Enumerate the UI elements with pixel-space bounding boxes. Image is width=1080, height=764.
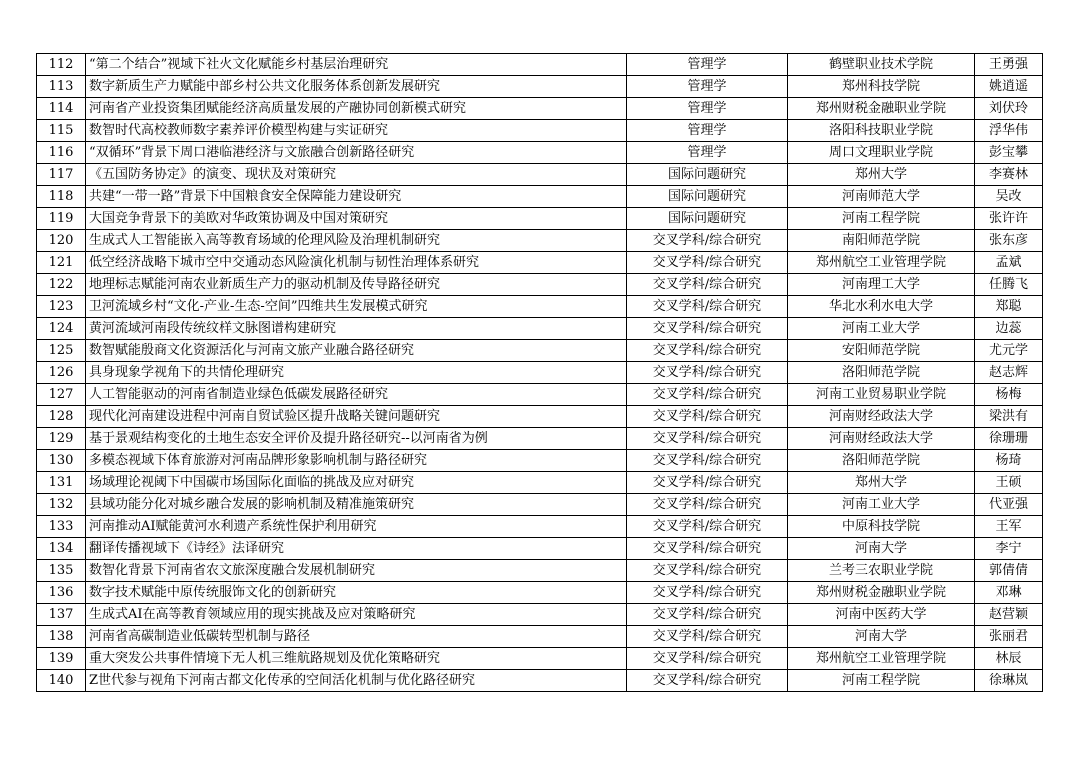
institution-cell: 郑州财税金融职业学院: [788, 582, 975, 604]
institution-cell: 郑州航空工业管理学院: [788, 648, 975, 670]
institution-cell: 河南师范大学: [788, 186, 975, 208]
project-title: 地理标志赋能河南农业新质生产力的驱动机制及传导路径研究: [86, 274, 627, 296]
leader-cell: 徐珊珊: [975, 428, 1043, 450]
institution-cell: 洛阳科技职业学院: [788, 120, 975, 142]
row-number: 136: [37, 582, 86, 604]
table-row: [37, 296, 1043, 318]
row-number: 114: [37, 98, 86, 120]
table-row: [37, 54, 1043, 76]
project-title: Z世代参与视角下河南古都文化传承的空间活化机制与优化路径研究: [86, 670, 627, 692]
institution-cell: 兰考三农职业学院: [788, 560, 975, 582]
project-title: 河南省产业投资集团赋能经济高质量发展的产融协同创新模式研究: [86, 98, 627, 120]
leader-cell: 张东彦: [975, 230, 1043, 252]
institution-cell: 河南工程学院: [788, 670, 975, 692]
institution-cell: 河南中医药大学: [788, 604, 975, 626]
leader-cell: 郭倩倩: [975, 560, 1043, 582]
project-title: 大国竞争背景下的美欧对华政策协调及中国对策研究: [86, 208, 627, 230]
discipline-cell: 交叉学科/综合研究: [627, 296, 788, 318]
table-row: [37, 318, 1043, 340]
row-number: 127: [37, 384, 86, 406]
institution-cell: 河南财经政法大学: [788, 428, 975, 450]
row-number: 124: [37, 318, 86, 340]
row-number: 122: [37, 274, 86, 296]
discipline-cell: 交叉学科/综合研究: [627, 274, 788, 296]
discipline-cell: 交叉学科/综合研究: [627, 582, 788, 604]
table-row: [37, 406, 1043, 428]
leader-cell: 边蕊: [975, 318, 1043, 340]
project-title: 《五国防务协定》的演变、现状及对策研究: [86, 164, 627, 186]
row-number: 115: [37, 120, 86, 142]
project-table: [36, 53, 1043, 692]
project-title: 生成式人工智能嵌入高等教育场域的伦理风险及治理机制研究: [86, 230, 627, 252]
discipline-cell: 国际问题研究: [627, 208, 788, 230]
institution-cell: 河南工业大学: [788, 494, 975, 516]
institution-cell: 中原科技学院: [788, 516, 975, 538]
institution-cell: 郑州大学: [788, 472, 975, 494]
institution-cell: 郑州航空工业管理学院: [788, 252, 975, 274]
table-row: [37, 384, 1043, 406]
table-row: [37, 604, 1043, 626]
discipline-cell: 交叉学科/综合研究: [627, 538, 788, 560]
institution-cell: 华北水利水电大学: [788, 296, 975, 318]
discipline-cell: 交叉学科/综合研究: [627, 406, 788, 428]
project-title: 人工智能驱动的河南省制造业绿色低碳发展路径研究: [86, 384, 627, 406]
discipline-cell: 管理学: [627, 120, 788, 142]
discipline-cell: 管理学: [627, 98, 788, 120]
project-title: 多模态视域下体育旅游对河南品牌形象影响机制与路径研究: [86, 450, 627, 472]
project-title: 生成式AI在高等教育领域应用的现实挑战及应对策略研究: [86, 604, 627, 626]
leader-cell: 王军: [975, 516, 1043, 538]
leader-cell: 张丽君: [975, 626, 1043, 648]
table-row: [37, 472, 1043, 494]
table-row: [37, 186, 1043, 208]
row-number: 131: [37, 472, 86, 494]
project-title: “第二个结合”视域下社火文化赋能乡村基层治理研究: [86, 54, 627, 76]
leader-cell: 王勇强: [975, 54, 1043, 76]
table-row: [37, 670, 1043, 692]
discipline-cell: 交叉学科/综合研究: [627, 362, 788, 384]
project-title: “双循环”背景下周口港临港经济与文旅融合创新路径研究: [86, 142, 627, 164]
table-row: [37, 626, 1043, 648]
discipline-cell: 交叉学科/综合研究: [627, 604, 788, 626]
leader-cell: 张许许: [975, 208, 1043, 230]
leader-cell: 姚逍遥: [975, 76, 1043, 98]
row-number: 121: [37, 252, 86, 274]
discipline-cell: 交叉学科/综合研究: [627, 626, 788, 648]
row-number: 137: [37, 604, 86, 626]
institution-cell: 河南大学: [788, 538, 975, 560]
leader-cell: 尤元学: [975, 340, 1043, 362]
row-number: 119: [37, 208, 86, 230]
row-number: 134: [37, 538, 86, 560]
leader-cell: 赵营颖: [975, 604, 1043, 626]
project-title: 数智时代高校教师数字素养评价模型构建与实证研究: [86, 120, 627, 142]
leader-cell: 王硕: [975, 472, 1043, 494]
discipline-cell: 交叉学科/综合研究: [627, 318, 788, 340]
table-row: [37, 76, 1043, 98]
table-row: [37, 648, 1043, 670]
leader-cell: 邓琳: [975, 582, 1043, 604]
leader-cell: 梁洪有: [975, 406, 1043, 428]
institution-cell: 河南理工大学: [788, 274, 975, 296]
project-title: 翻译传播视域下《诗经》法译研究: [86, 538, 627, 560]
leader-cell: 赵志辉: [975, 362, 1043, 384]
table-row: [37, 340, 1043, 362]
row-number: 138: [37, 626, 86, 648]
leader-cell: 孟斌: [975, 252, 1043, 274]
discipline-cell: 交叉学科/综合研究: [627, 230, 788, 252]
row-number: 125: [37, 340, 86, 362]
institution-cell: 郑州财税金融职业学院: [788, 98, 975, 120]
institution-cell: 河南财经政法大学: [788, 406, 975, 428]
institution-cell: 河南工业大学: [788, 318, 975, 340]
discipline-cell: 管理学: [627, 54, 788, 76]
leader-cell: 李宁: [975, 538, 1043, 560]
leader-cell: 李赛林: [975, 164, 1043, 186]
table-row: [37, 98, 1043, 120]
leader-cell: 代亚强: [975, 494, 1043, 516]
project-title: 数智赋能殷商文化资源活化与河南文旅产业融合路径研究: [86, 340, 627, 362]
institution-cell: 河南工程学院: [788, 208, 975, 230]
table-row: [37, 120, 1043, 142]
discipline-cell: 交叉学科/综合研究: [627, 648, 788, 670]
table-row: [37, 274, 1043, 296]
row-number: 116: [37, 142, 86, 164]
discipline-cell: 交叉学科/综合研究: [627, 494, 788, 516]
row-number: 123: [37, 296, 86, 318]
row-number: 117: [37, 164, 86, 186]
row-number: 129: [37, 428, 86, 450]
row-number: 132: [37, 494, 86, 516]
institution-cell: 鹤壁职业技术学院: [788, 54, 975, 76]
discipline-cell: 国际问题研究: [627, 186, 788, 208]
project-title: 基于景观结构变化的土地生态安全评价及提升路径研究--以河南省为例: [86, 428, 627, 450]
leader-cell: 杨琦: [975, 450, 1043, 472]
project-title: 现代化河南建设进程中河南自贸试验区提升战略关键问题研究: [86, 406, 627, 428]
project-title: 共建“一带一路”背景下中国粮食安全保障能力建设研究: [86, 186, 627, 208]
table-row: [37, 538, 1043, 560]
discipline-cell: 交叉学科/综合研究: [627, 340, 788, 362]
project-title: 数字技术赋能中原传统服饰文化的创新研究: [86, 582, 627, 604]
project-title: 黄河流域河南段传统纹样文脉图谱构建研究: [86, 318, 627, 340]
leader-cell: 吴改: [975, 186, 1043, 208]
discipline-cell: 交叉学科/综合研究: [627, 450, 788, 472]
row-number: 128: [37, 406, 86, 428]
row-number: 139: [37, 648, 86, 670]
table-row: [37, 582, 1043, 604]
table-row: [37, 142, 1043, 164]
discipline-cell: 交叉学科/综合研究: [627, 428, 788, 450]
leader-cell: 彭宝攀: [975, 142, 1043, 164]
row-number: 118: [37, 186, 86, 208]
project-title: 河南推动AI赋能黄河水利遗产系统性保护利用研究: [86, 516, 627, 538]
discipline-cell: 交叉学科/综合研究: [627, 670, 788, 692]
project-title: 卫河流域乡村“文化-产业-生态-空间”四维共生发展模式研究: [86, 296, 627, 318]
table-row: [37, 560, 1043, 582]
institution-cell: 南阳师范学院: [788, 230, 975, 252]
row-number: 135: [37, 560, 86, 582]
discipline-cell: 交叉学科/综合研究: [627, 252, 788, 274]
table-row: [37, 164, 1043, 186]
discipline-cell: 国际问题研究: [627, 164, 788, 186]
project-title: 场域理论视阈下中国碳市场国际化面临的挑战及应对研究: [86, 472, 627, 494]
table-row: [37, 362, 1043, 384]
institution-cell: 郑州科技学院: [788, 76, 975, 98]
table-row: [37, 428, 1043, 450]
row-number: 112: [37, 54, 86, 76]
institution-cell: 郑州大学: [788, 164, 975, 186]
row-number: 133: [37, 516, 86, 538]
row-number: 126: [37, 362, 86, 384]
discipline-cell: 交叉学科/综合研究: [627, 384, 788, 406]
institution-cell: 河南工业贸易职业学院: [788, 384, 975, 406]
leader-cell: 浮华伟: [975, 120, 1043, 142]
discipline-cell: 交叉学科/综合研究: [627, 472, 788, 494]
row-number: 140: [37, 670, 86, 692]
table-row: [37, 516, 1043, 538]
project-title: 低空经济战略下城市空中交通动态风险演化机制与韧性治理体系研究: [86, 252, 627, 274]
leader-cell: 郑聪: [975, 296, 1043, 318]
institution-cell: 安阳师范学院: [788, 340, 975, 362]
institution-cell: 洛阳师范学院: [788, 450, 975, 472]
project-title: 数智化背景下河南省农文旅深度融合发展机制研究: [86, 560, 627, 582]
project-table-body: [37, 54, 1043, 692]
project-title: 重大突发公共事件情境下无人机三维航路规划及优化策略研究: [86, 648, 627, 670]
row-number: 130: [37, 450, 86, 472]
project-title: 河南省高碳制造业低碳转型机制与路径: [86, 626, 627, 648]
discipline-cell: 管理学: [627, 76, 788, 98]
table-row: [37, 252, 1043, 274]
discipline-cell: 管理学: [627, 142, 788, 164]
leader-cell: 任腾飞: [975, 274, 1043, 296]
document-page: [36, 53, 1042, 692]
discipline-cell: 交叉学科/综合研究: [627, 516, 788, 538]
table-row: [37, 450, 1043, 472]
leader-cell: 林辰: [975, 648, 1043, 670]
project-title: 数字新质生产力赋能中部乡村公共文化服务体系创新发展研究: [86, 76, 627, 98]
row-number: 120: [37, 230, 86, 252]
institution-cell: 洛阳师范学院: [788, 362, 975, 384]
project-title: 县域功能分化对城乡融合发展的影响机制及精准施策研究: [86, 494, 627, 516]
table-row: [37, 494, 1043, 516]
institution-cell: 河南大学: [788, 626, 975, 648]
project-title: 具身现象学视角下的共情伦理研究: [86, 362, 627, 384]
discipline-cell: 交叉学科/综合研究: [627, 560, 788, 582]
table-row: [37, 230, 1043, 252]
leader-cell: 杨梅: [975, 384, 1043, 406]
row-number: 113: [37, 76, 86, 98]
institution-cell: 周口文理职业学院: [788, 142, 975, 164]
leader-cell: 徐琳岚: [975, 670, 1043, 692]
table-row: [37, 208, 1043, 230]
leader-cell: 刘伏玲: [975, 98, 1043, 120]
